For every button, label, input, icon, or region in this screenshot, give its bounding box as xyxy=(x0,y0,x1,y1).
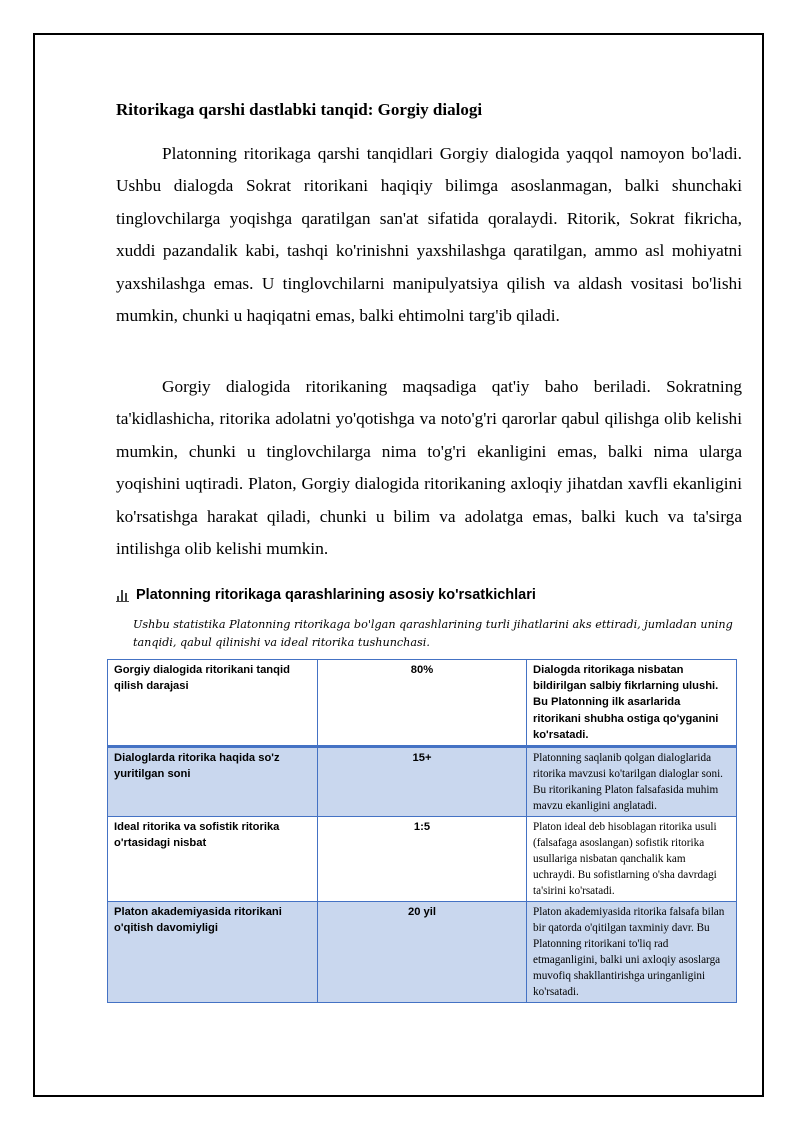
table-row xyxy=(108,902,737,1003)
row-label: Ideal ritorika va sofistik ritorika o'rtasidagi nisbat xyxy=(108,817,318,902)
row-value: 15+ xyxy=(318,747,527,817)
stats-caption: Ushbu statistika Platonning ritorikaga bo'lgan qarashlarining turli jihatlarini aks ettiradi, jumladan uning tanqidi, qabul qilinishi va ideal ritorika tushunchasi. xyxy=(133,618,733,649)
table-row xyxy=(108,747,737,817)
row-value: 1:5 xyxy=(318,817,527,902)
table-row xyxy=(108,817,737,902)
bar-chart-icon xyxy=(116,588,130,602)
row-label: Dialoglarda ritorika haqida so'z yuritilgan soni xyxy=(108,747,318,817)
table-row xyxy=(108,660,737,747)
row-description: Dialogda ritorikaga nisbatan bildirilgan salbiy fikrlarning ulushi. Bu Platonning ilk asarlarida ritorikani shubha ostiga qo'yganini ko'rsatadi. xyxy=(527,660,737,747)
row-value: 20 yil xyxy=(318,902,527,1003)
stats-title-text: Platonning ritorikaga qarashlarining asosiy ko'rsatkichlari xyxy=(136,587,536,603)
stats-table xyxy=(107,659,737,1003)
row-value: 80% xyxy=(318,660,527,747)
row-label: Platon akademiyasida ritorikani o'qitish davomiyligi xyxy=(108,902,318,1003)
section-heading: Ritorikaga qarshi dastlabki tanqid: Gorgiy dialogi xyxy=(116,100,483,119)
paragraph-1: Platonning ritorikaga qarshi tanqidlari Gorgiy dialogida yaqqol namoyon bo'ladi. Ushbu dialogda Sokrat ritorikani haqiqiy bilimga asoslanmagan, balki shunchaki tinglovchilarga yoqishga qaratilgan san'at sifatida qoralaydi. Ritorik, Sokrat fikricha, xuddi pazandalik kabi, tashqi ko'rinishni yaxshilashga qaratilgan, ammo asl mohiyatni yaxshilashga emas. U tinglovchilarni manipulyatsiya qilish va aldash vositasi bo'lishi mumkin, chunki u haqiqatni emas, balki ehtimolni targ'ib qiladi. xyxy=(116,144,742,326)
paragraph-2: Gorgiy dialogida ritorikaning maqsadiga qat'iy baho beriladi. Sokratning ta'kidlashicha, ritorika adolatni yo'qotishga va noto'g'ri qarorlar qabul qilishga olib kelishi mumkin, chunki u tinglovchilarga nima to'g'ri ekanligini emas, balki nima ularga yoqishini uqtiradi. Platon, Gorgiy dialogida ritorikaning axloqiy jihatdan xavfli ekanligini ko'rsatishga harakat qiladi, chunki u bilim va adolatga emas, balki kuch va ta'sirga intilishga olib kelishi mumkin. xyxy=(116,377,742,559)
row-description: Platon akademiyasida ritorika falsafa bilan bir qatorda o'qitilgan taxminiy davr. Bu Platonning ritorikani to'liq rad etmaganligini, balki uni axloqiy asoslarga muvofiq shakllantirishga uringanligini ko'rsatadi. xyxy=(527,902,737,1003)
row-description: Platonning saqlanib qolgan dialoglarida ritorika mavzusi ko'tarilgan dialoglar soni. Bu ritorikaning Platon falsafasida muhim mavzu ekanligini anglatadi. xyxy=(527,747,737,817)
row-label: Gorgiy dialogida ritorikani tanqid qilish darajasi xyxy=(108,660,318,747)
stats-title xyxy=(116,587,746,603)
row-description: Platon ideal deb hisoblagan ritorika usuli (falsafaga asoslangan) sofistik ritorika usullariga nisbatan qanchalik kam uchraydi. Bu sofistlarning o'sha davrdagi ta'sirini ko'rsatadi. xyxy=(527,817,737,902)
